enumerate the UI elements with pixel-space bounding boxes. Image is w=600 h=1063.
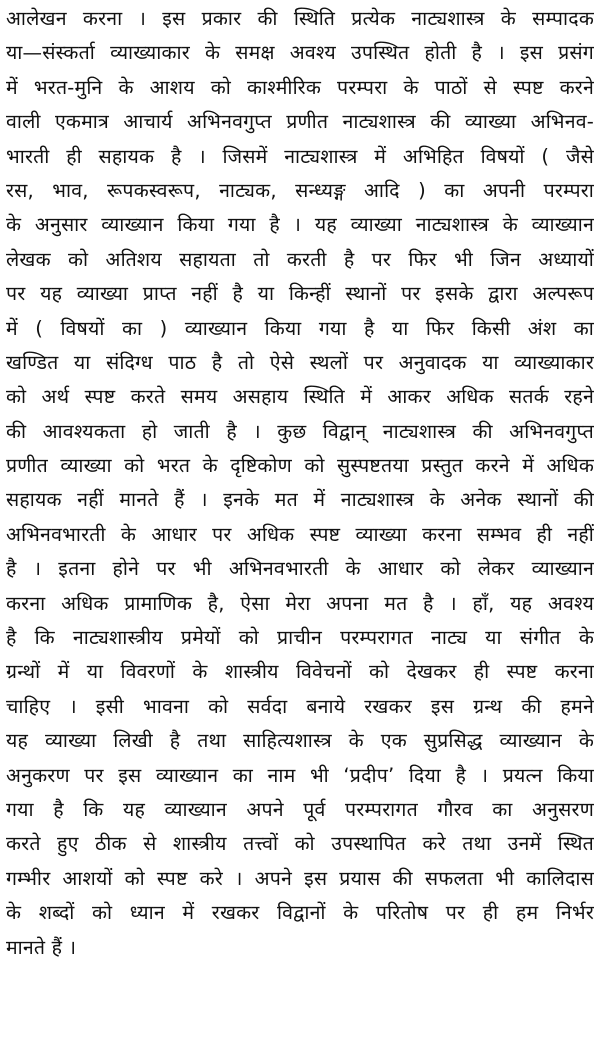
- text-line-28: मानते हैं ।: [6, 935, 77, 959]
- text-line-4: वाली एकमात्र आचार्य अभिनवगुप्त प्रणीत नाट्यशास्त्र की व्याख्या अभिनव-: [6, 110, 594, 134]
- text-line-15: सहायक नहीं मानते हैं । इनके मत में नाट्यशास्त्र के अनेक स्थानों की: [6, 488, 594, 512]
- text-line-2: या—संस्कर्ता व्याख्याकार के समक्ष अवश्य उपस्थित होती है । इस प्रसंग: [6, 41, 594, 65]
- text-line-14: प्रणीत व्याख्या को भरत के दृष्टिकोण को सुस्पष्टतया प्रस्तुत करने में अधिक: [6, 454, 594, 478]
- text-line-23: अनुकरण पर इस व्याख्यान का नाम भी ‘प्रदीप’ दिया है । प्रयत्न किया: [6, 763, 594, 787]
- text-line-9: पर यह व्याख्या प्राप्त नहीं है या किन्हीं स्थानों पर इसके द्वारा अल्परूप: [6, 282, 594, 306]
- text-line-12: को अर्थ स्पष्ट करते समय असहाय स्थिति में आकर अधिक सतर्क रहने: [6, 385, 594, 409]
- text-line-10: में ( विषयों का ) व्याख्यान किया गया है या फिर किसी अंश का: [6, 316, 594, 340]
- text-line-11: खण्डित या संदिग्ध पाठ है तो ऐसे स्थलों पर अनुवादक या व्याख्याकार: [6, 350, 594, 374]
- text-line-26: गम्भीर आशयों को स्पष्ट करे । अपने इस प्रयास की सफलता भी कालिदास: [6, 866, 594, 890]
- text-line-1: आलेखन करना । इस प्रकार की स्थिति प्रत्येक नाट्यशास्त्र के सम्पादक: [6, 7, 594, 30]
- text-line-19: है कि नाट्यशास्त्रीय प्रमेयों को प्राचीन परम्परागत नाट्य या संगीत के: [6, 626, 594, 650]
- text-line-17: है । इतना होने पर भी अभिनवभारती के आधार को लेकर व्याख्यान: [6, 557, 594, 581]
- text-line-8: लेखक को अतिशय सहायता तो करती है पर फिर भी जिन अध्यायों: [6, 247, 594, 271]
- text-line-22: यह व्याख्या लिखी है तथा साहित्यशास्त्र के एक सुप्रसिद्ध व्याख्यान के: [6, 729, 594, 753]
- text-line-16: अभिनवभारती के आधार पर अधिक स्पष्ट व्याख्या करना सम्भव ही नहीं: [6, 522, 594, 546]
- text-line-6: रस, भाव, रूपकस्वरूप, नाट्यक, सन्ध्यङ्ग आदि ) का अपनी परम्परा: [6, 178, 594, 202]
- text-line-25: करते हुए ठीक से शास्त्रीय तत्त्वों को उपस्थापित करे तथा उनमें स्थित: [6, 832, 594, 856]
- text-line-3: में भरत-मुनि के आशय को काश्मीरिक परम्परा के पाठों से स्पष्ट करने: [6, 75, 594, 99]
- text-line-21: चाहिए । इसी भावना को सर्वदा बनाये रखकर इस ग्रन्थ की हमने: [6, 694, 594, 718]
- text-line-18: करना अधिक प्रामाणिक है, ऐसा मेरा अपना मत है । हाँ, यह अवश्य: [6, 591, 594, 615]
- text-line-24: गया है कि यह व्याख्यान अपने पूर्व परम्परागत गौरव का अनुसरण: [6, 797, 594, 821]
- text-line-7: के अनुसार व्याख्यान किया गया है । यह व्याख्या नाट्यशास्त्र के व्याख्यान: [6, 213, 594, 237]
- text-line-27: के शब्दों को ध्यान में रखकर विद्वानों के परितोष पर ही हम निर्भर: [6, 901, 594, 925]
- text-line-5: भारती ही सहायक है । जिसमें नाट्यशास्त्र में अभिहित विषयों ( जैसे: [6, 144, 594, 168]
- text-line-20: ग्रन्थों में या विवरणों के शास्त्रीय विवेचनों को देखकर ही स्पष्ट करना: [6, 660, 594, 684]
- text-line-13: की आवश्यकता हो जाती है । कुछ विद्वान् नाट्यशास्त्र की अभिनवगुप्त: [6, 419, 594, 443]
